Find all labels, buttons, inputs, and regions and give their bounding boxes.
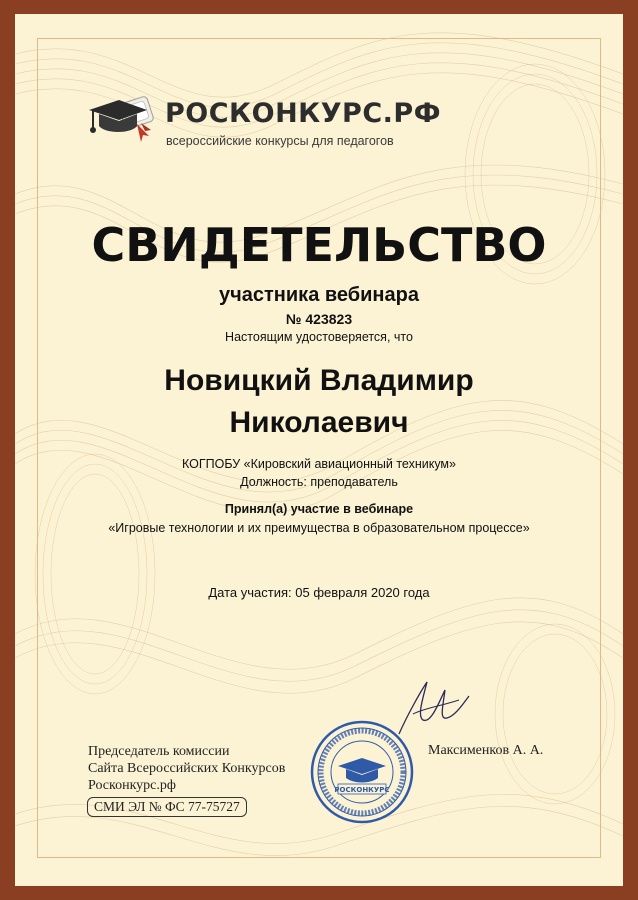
chair-line-3: Росконкурс.рф [88, 778, 176, 793]
graduation-cap-diploma-icon [85, 90, 159, 152]
chair-signature-block [88, 743, 285, 794]
handwritten-signature [393, 676, 473, 740]
chair-line-2: Сайта Всероссийских Конкурсов [88, 761, 286, 776]
position: Должность: преподаватель [240, 475, 398, 489]
participant-name-line1: Новицкий Владимир [164, 364, 474, 397]
media-registration-badge: СМИ ЭЛ № ФС 77-75727 [87, 797, 247, 817]
participant-name-line2: Николаевич [229, 406, 409, 439]
chair-line-1: Председатель комиссии [88, 744, 230, 759]
participation-label: Принял(а) участие в вебинаре [224, 502, 414, 516]
participant-details [15, 455, 623, 491]
certify-text: Настоящим удостоверяется, что [225, 330, 413, 344]
organization: КОГПОБУ «Кировский авиационный техникум» [182, 457, 456, 471]
certificate-paper [15, 14, 623, 886]
logo-tagline: всероссийские конкурсы для педагогов [166, 134, 394, 148]
participation-date: Дата участия: 05 февраля 2020 года [208, 585, 430, 600]
seal-center-text: РОСКОНКУРС [334, 786, 390, 794]
logo-brand-name: РОСКОНКУРС.РФ [165, 98, 441, 129]
webinar-topic: «Игровые технологии и их преимущества в образовательном процессе» [108, 521, 530, 535]
certificate-subtitle: участника вебинара [219, 284, 419, 306]
certificate-number: № 423823 [285, 311, 353, 327]
signer-name: Максименков А. А. [428, 743, 544, 758]
certificate-title: СВИДЕТЕЛЬСТВО [91, 218, 547, 272]
participant-name [15, 360, 623, 444]
site-logo [85, 90, 445, 160]
